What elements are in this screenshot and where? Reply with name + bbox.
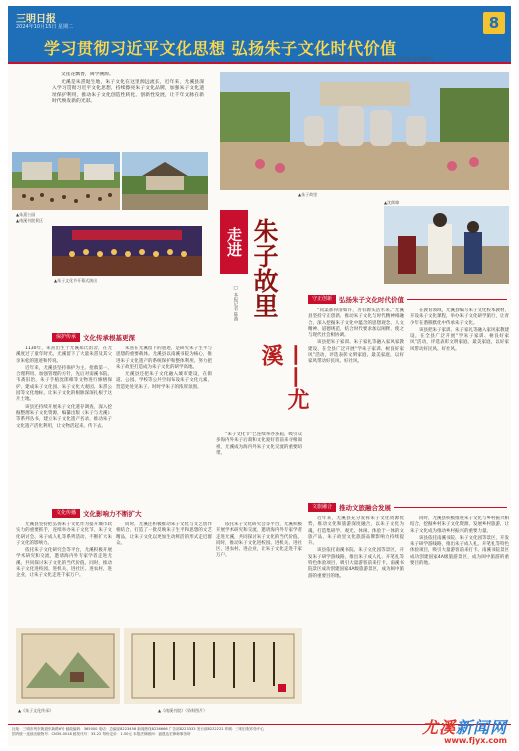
caption-park: ▲朱熹公园 — [16, 212, 36, 217]
section-tag: 保护传承 — [52, 333, 80, 342]
section-header — [52, 332, 208, 343]
article-column — [16, 522, 112, 624]
section-rule — [407, 299, 507, 300]
paragraph: “问渠那得清如许，为有源头活水来。”尤溪县坚持守正创新，推动朱子文化与时代精神相融合，深入挖掘朱子文化中蕴含的思想观念、人文精神、道德规范，结合时代要求加以阐释，使之与现代社会相协调。 — [308, 308, 404, 339]
byline: □ 本报记者 陈燕 — [233, 286, 238, 321]
photo-ceremony-image — [384, 206, 509, 284]
photo-statues-image — [220, 72, 509, 190]
lead-paragraph — [52, 72, 204, 150]
feature-title: 朱子故里 — [250, 218, 279, 318]
section-tag: 守正创新 — [308, 295, 336, 304]
caption-calligraphy: ▲《南溪书院》（资料图片） — [158, 708, 208, 713]
page-banner — [8, 6, 511, 62]
paragraph: 该县依托南溪书院、朱子文化园等景区，开发朱子研学游线路，推出朱子成人礼、开笔礼等特色体验项目，吸引大量游客前来打卡。南溪书院景区成功创建国家4A级旅游景区，成为闽中旅游的重要目的地。 — [308, 548, 404, 579]
footer-line: 社址：三明市列东街道东新路6号 邮政编码：365000 电话：总编室8223456 新闻热线8226666 广告部8223333 发行部8222222 印刷：三明日报印务中心 — [12, 727, 265, 731]
watermark-brand — [422, 715, 507, 738]
article-column — [308, 308, 404, 500]
section-header — [52, 508, 208, 519]
article-column — [16, 346, 112, 506]
caption-academy: ▲南溪书院景区 — [16, 218, 44, 223]
paragraph: 尤溪县还把朱子文化融入城市建设，在街道、公园、学校等公共空间布设朱子文化元素，营造处处见朱子、时时学朱子的浓厚氛围。 — [116, 372, 212, 390]
caption-statues: ▲朱子故里 — [298, 192, 318, 197]
page-number: 8 — [483, 12, 505, 34]
paragraph: “朱子文化节”已连续举办多届，吸引众多海内外朱子后裔和文化爱好者前来寻根谒祖，尤溪成为海内外朱子文化交流的重要纽带。 — [216, 432, 302, 456]
paragraph: 近年来，尤溪县充分发挥朱子文化资源优势，推动文化和旅游深度融合，以朱子文化为魂，打造集研学、观光、休闲、体验于一体的文旅产品，朱子故里文化旅游品牌影响力持续提升。 — [308, 516, 404, 547]
caption-painting: ▲《朱子文化传承》 — [18, 708, 54, 713]
paragraph: 同时，尤溪还积极推动朱子文化与文艺创作相结合，打造了一批反映朱子生平和思想的文艺精品，让朱子文化以更加生动鲜活的形式走近群众。 — [116, 522, 212, 546]
article-column — [216, 522, 302, 624]
footer-line: 国内统一连续出版物号：CN35-0018 邮发代号：33-22 每份定价：1.50元 本报法律顾问：福建达宏律师事务所 — [12, 732, 191, 736]
photo-painting-image — [16, 628, 120, 704]
photo-academy-image — [122, 152, 208, 210]
section-label: 推动文旅融合发展 — [339, 504, 392, 512]
section-tag: 文旅融合 — [308, 503, 336, 512]
paragraph: 近年来，尤溪县坚持保护为主、抢救第一、合理利用、加强管理的方针，先后对南溪书院、韦斋旧治、朱子手植沈郎樟等文物进行修缮保护，建成朱子文化园、朱子文化大观园、朱熹公园等文化地标，让朱子文化的根脉深深扎根于这片土地。 — [16, 365, 112, 403]
paragraph: 该县把朱子家训、朱子家礼等融入家风家教建设，在全县广泛开展“学朱子家训、树良好家风”活动，评选表彰文明家庭、最美家庭，以好家风带动好民风、好社风。 — [410, 327, 509, 352]
photo-painting — [16, 628, 120, 704]
section-tag: 文化传播 — [52, 509, 80, 518]
photo-park-image — [12, 152, 120, 210]
site-watermark — [422, 715, 507, 745]
masthead: 三明日报 — [16, 14, 56, 25]
paragraph: 在教育领域，尤溪县编写朱子文化校本教材，开设朱子文化课程，举办朱子文化研学旅行，让青少年在潜移默化中传承朱子文化。 — [410, 308, 509, 326]
paragraph: 依托朱子文化研究会等平台，尤溪积极开展学术研究和交流，邀请海内外专家学者走进尤溪，共同探讨朱子文化的当代价值。同时，推动朱子文化进校园、进机关、进社区、进农村、进企业，让朱子文化走进千家万户。 — [16, 548, 112, 579]
photo-stage-image — [52, 226, 202, 276]
lead-line: 尤溪是朱熹诞生地，朱子文化在这里源远流长，近年来，尤溪县深入学习贯彻习近平文化思想，持续擦亮朱子文化品牌，加强朱子文化遗址保护利用，推动朱子文化创造性转化、创新性发展，让千年文脉在新时代焕发新的光彩。 — [52, 79, 204, 105]
photo-statues — [220, 72, 509, 190]
watermark-brand-a: 尤溪 — [421, 718, 456, 737]
article-column — [308, 516, 404, 720]
section-label: 弘扬朱子文化时代价值 — [339, 296, 405, 304]
photo-calligraphy-image — [124, 628, 302, 704]
banner-rule — [8, 62, 511, 64]
section-label: 文化传承根基更深 — [83, 334, 136, 342]
paragraph: 1130年，朱熹出生于尤溪郑氏馆舍，在尤溪度过了童年时光。尤溪留下了大量朱熹及其父亲朱松的遗迹和传说。 — [16, 346, 112, 364]
section-rule — [394, 507, 507, 508]
paragraph: 依托朱子文化研究会等平台，尤溪积极开展学术研究和交流，邀请海内外专家学者走进尤溪，共同探讨朱子文化的当代价值。同时，推动朱子文化进校园、进机关、进社区、进农村、进企业，让朱子文化走进千家万户。 — [216, 522, 302, 559]
photo-stage — [52, 226, 202, 276]
paragraph: 该县依托南溪书院、朱子文化园等景区，开发朱子研学游线路，推出朱子成人礼、开笔礼等特色体验项目，吸引大量游客前来打卡。南溪书院景区成功创建国家4A级旅游景区，成为闽中旅游的重要目的地。 — [410, 535, 509, 567]
newspaper-page — [8, 6, 511, 746]
article-column — [216, 432, 302, 508]
paragraph: 尤溪县坚持把弘扬朱子文化作为提升城市软实力的重要抓手，连续举办朱子文化节、朱子文化研讨会、朱子成人礼等系列活动，不断扩大朱子文化的影响力。 — [16, 522, 112, 546]
article-column — [410, 516, 509, 712]
paragraph: 朱熹在尤溪留下的遗迹，是研究朱子生平与思想的重要载体。尤溪县以南溪书院为核心，推进朱子文化遗产的系统保护和整体利用，努力把朱子故里打造成为朱子文化的研学高地。 — [116, 346, 212, 370]
caption-ceremony: ▲沈郎樟 — [384, 200, 400, 205]
photo-ceremony — [384, 206, 509, 284]
watermark-url: www.fjyx.com — [444, 736, 507, 745]
lead-line: 文莲花飘香，闽学溯源。 — [61, 72, 114, 77]
section-label: 文化影响力不断扩大 — [83, 510, 142, 518]
article-column — [116, 346, 212, 506]
photo-park — [12, 152, 120, 210]
watermark-brand-b: 新闻网 — [455, 718, 507, 737]
paragraph: 同时，尤溪县积极推进朱子文化与乡村振兴相结合，挖掘乡村朱子文化资源，发展乡村旅游，让朱子文化成为推动乡村振兴的重要力量。 — [410, 516, 509, 534]
caption-stage: ▲朱子文化节开幕式演出 — [54, 278, 98, 283]
article-column — [116, 522, 212, 624]
photo-academy — [122, 152, 208, 210]
paragraph: 该县还持续开展朱子文化遗存调查，深入挖掘整理朱子文化资源，编纂出版《朱子与尤溪》等系列丛书，建立朱子文化遗产名录，推动朱子文化遗产活化利用，让文物活起来、传下去。 — [16, 404, 112, 429]
editor-line: 责任编辑/宋晓虹 2024年10月15日 星期二 校对/高煜 版式/陈秋月 — [316, 56, 434, 61]
banner-title: 学习贯彻习近平文化思想 弘扬朱子文化时代价值 — [44, 39, 397, 58]
section-header — [308, 502, 507, 513]
issue-date: 2024年10月15日 星期二 — [16, 24, 74, 30]
feature-red-block: 走进 — [220, 210, 248, 274]
article-column — [410, 308, 509, 500]
feature-subtitle: ——尤溪 — [258, 344, 310, 410]
photo-calligraphy — [124, 628, 302, 704]
section-header — [308, 294, 507, 305]
paragraph: 该县把朱子家训、朱子家礼等融入家风家教建设，在全县广泛开展“学朱子家训、树良好家风”活动，评选表彰文明家庭、最美家庭，以好家风带动好民风、好社风。 — [308, 340, 404, 365]
